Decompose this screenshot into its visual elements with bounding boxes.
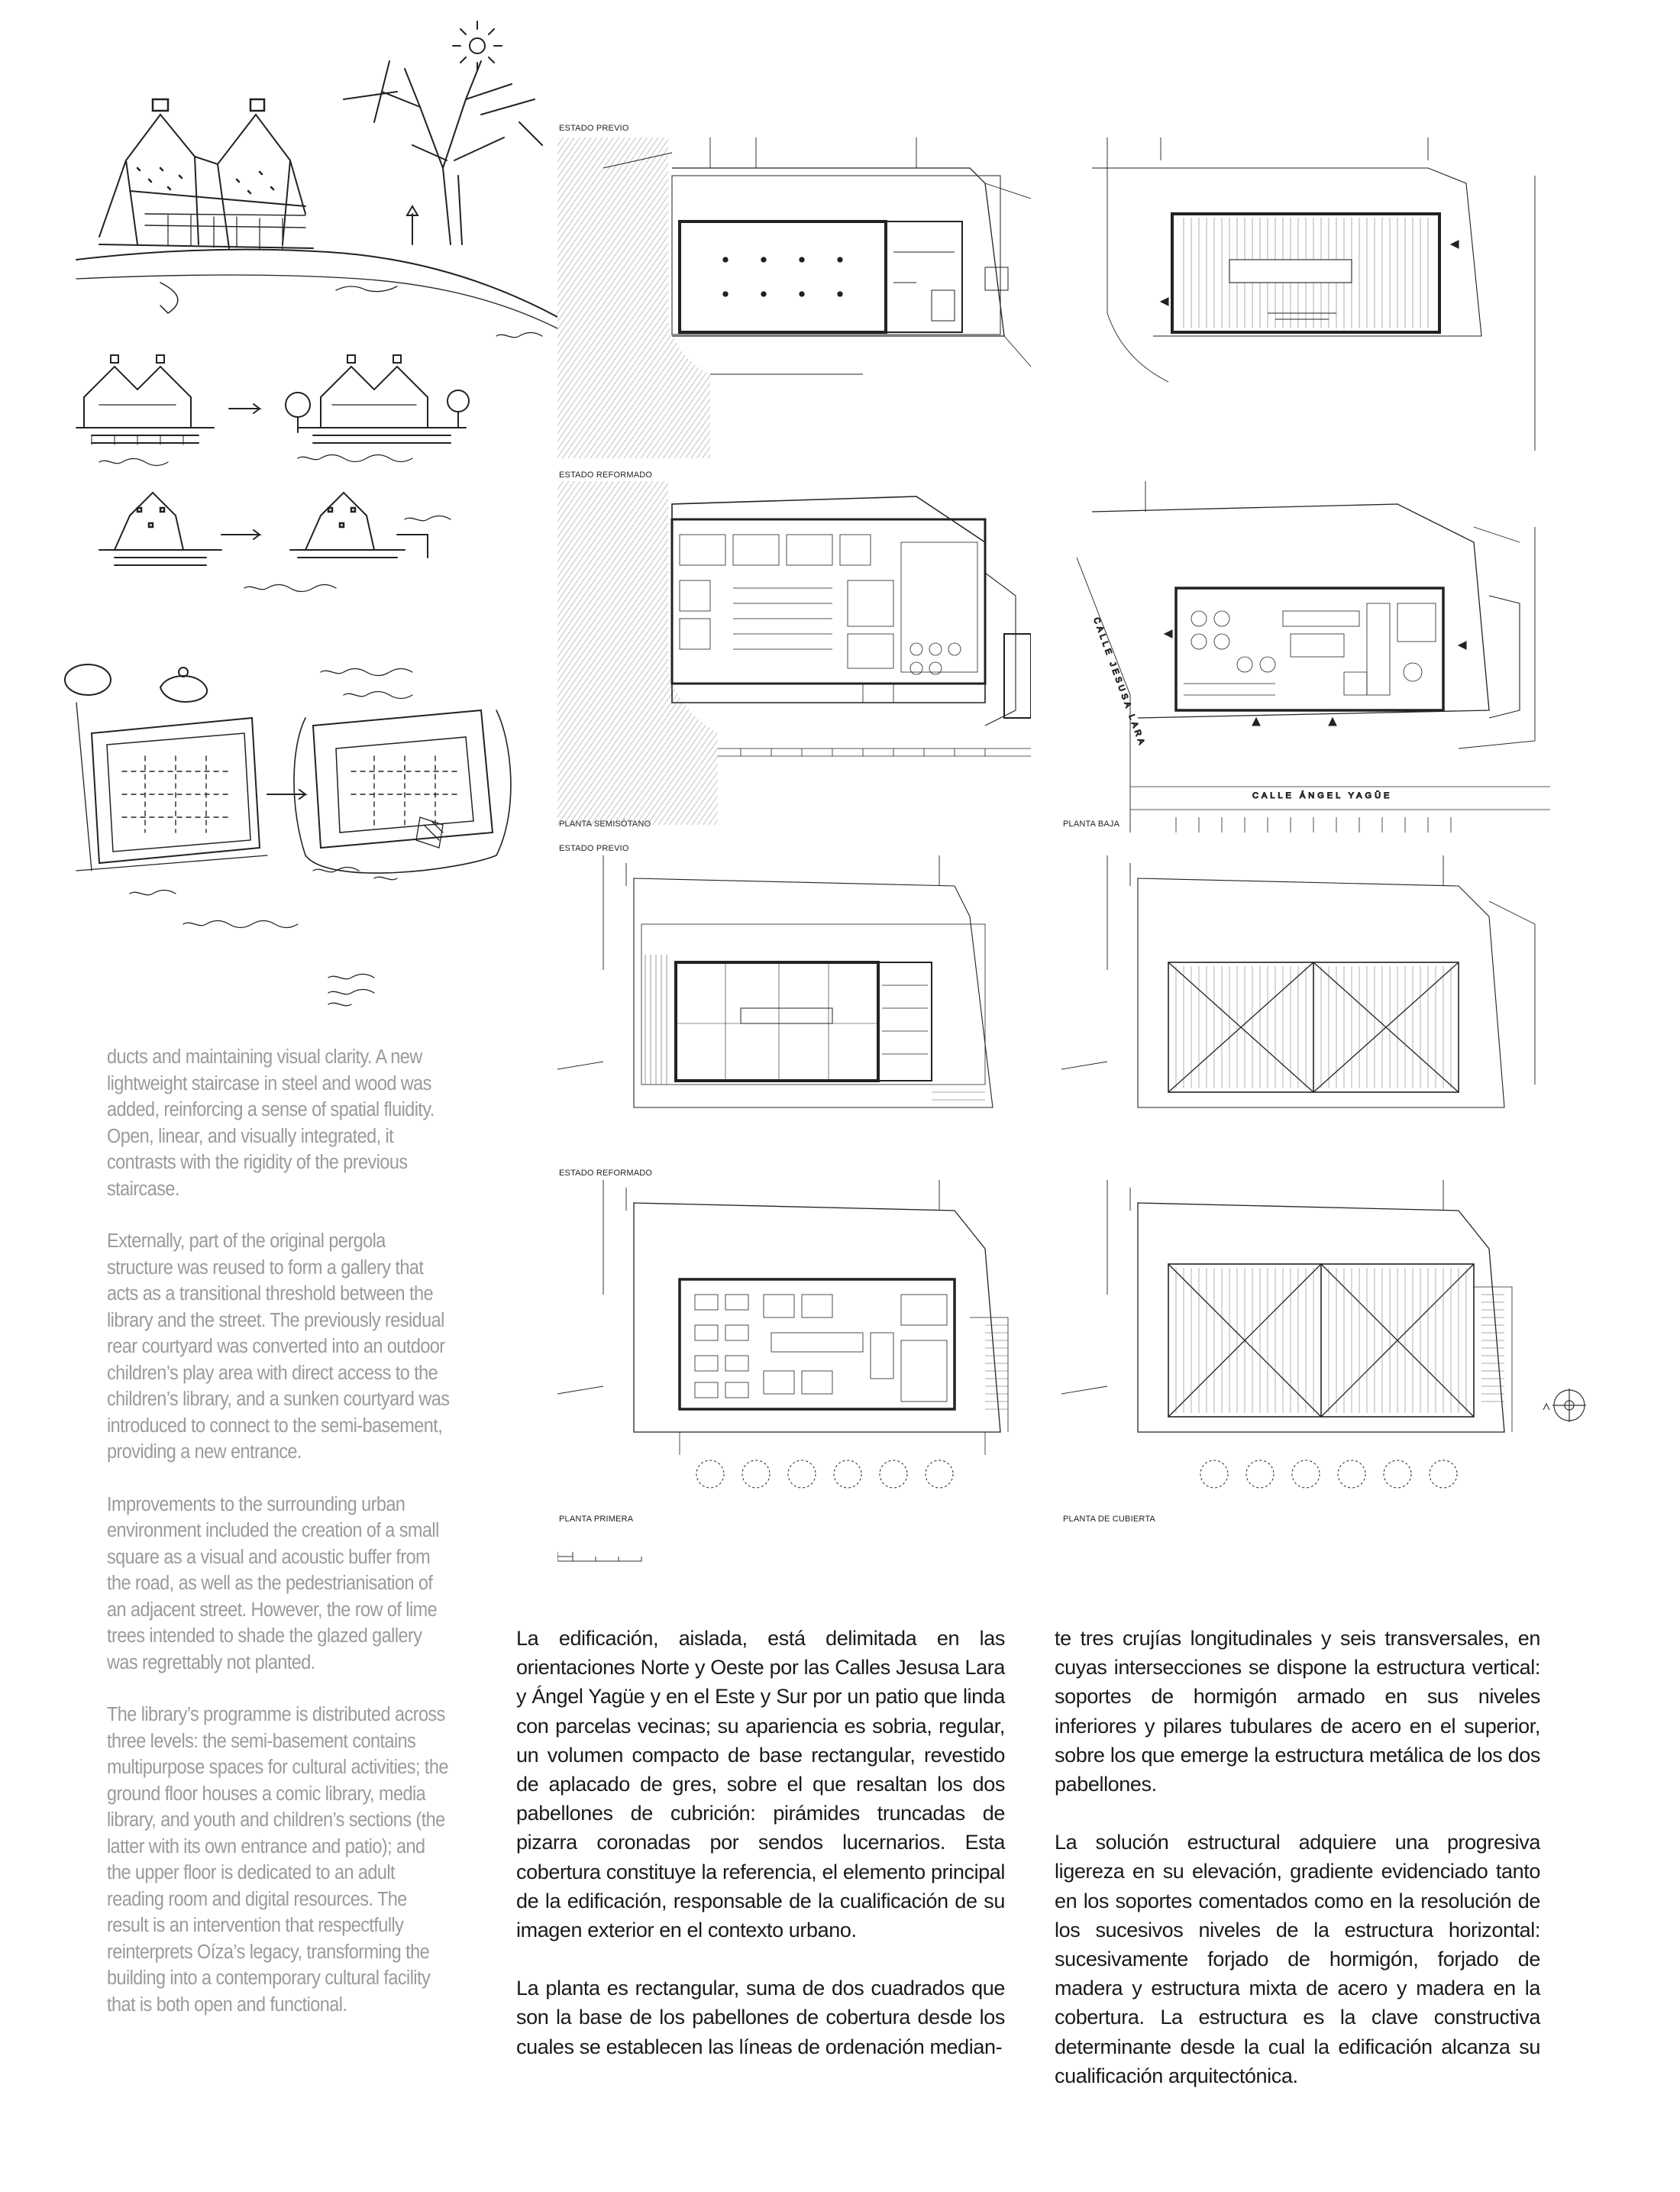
section-sketches — [69, 321, 565, 611]
street-label-angel-yague: CALLE ÁNGEL YAGÜE — [1252, 791, 1393, 800]
main-paragraph: La edificación, aislada, está delimitada en las orientaciones Norte y Oeste por las Calles Jesusa Lara y Ángel Yagüe y en el Este y Sur por un patio que linda con parcelas vecinas; su apariencia es sobria, regular, un volumen compacto de base rectangular, revestido de aplacado de gres, sobre el que resaltan los dos pabellones de cubrición: pirámides truncadas de pizarra coronadas por sendos lucernarios. Esta cobertura constituye la referencia, el elemento principal de la edificación, responsable de la cualificación de su imagen exterior en el contexto urbano. — [516, 1627, 1005, 1942]
label-planta-baja: PLANTA BAJA — [1063, 820, 1120, 829]
north-arrow-icon — [1539, 1382, 1592, 1428]
plan-cubierta-previo — [1061, 855, 1550, 1161]
sidebar-paragraph: Externally, part of the original pergola structure was reused to form a gallery that acts as a transitional threshold between the library and the street. The previously residual rear courtyard was converted into an outdoor children’s play area with direct access to the children’s library, and a sunken courtyard was introduced to connect to the semi-basement, providing a new entrance. — [107, 1230, 450, 1463]
plan-sketches — [53, 642, 542, 1008]
main-text-column-2 — [1055, 1624, 1540, 2119]
plan-semisotano-previo — [557, 137, 1031, 458]
sidebar-text — [107, 1044, 451, 2044]
label-estado-reformado: ESTADO REFORMADO — [559, 1169, 653, 1178]
perspective-sketch — [53, 15, 557, 336]
main-paragraph: te tres crujías longitudinales y seis transversales, en cuyas intersecciones se dispone la estructura vertical: soportes de hormigón armado en sus niveles inferiores y pilares tubulares de acero en el superior, sobre los que emerge la estructura metálica de los dos pabellones. — [1055, 1627, 1540, 1796]
sidebar-paragraph: The library’s programme is distributed across three levels: the semi-basement contains multipurpose spaces for cultural activities; the ground floor houses a comic library, media library, and youth and children’s sections (the latter with its own entrance and patio); and the upper floor is dedicated to an adult reading room and digital resources. The result is an intervention that respectfully reinterprets Oíza’s legacy, transforming the building into a contemporary cultural facility that is both open and functional. — [107, 1704, 448, 2016]
plan-semisotano-reformado — [557, 481, 1031, 825]
main-paragraph: La solución estructural adquiere una progresiva ligereza en su elevación, gradiente evidenciado tanto en los soportes comentados como en la resolución de los sucesivos niveles de la estructura horizontal: sucesivamente forjado de hormigón, forjado de madera y estructura mixta de acero y madera en la cobertura. La estructura es la clave constructiva determinante desde la cual la edificación alcanza su cualificación arquitectónica. — [1055, 1831, 1540, 2087]
plan-primera-reformado — [557, 1180, 1031, 1508]
label-estado-previo: ESTADO PREVIO — [559, 844, 629, 853]
scale-bar — [557, 1550, 649, 1563]
main-paragraph: La planta es rectangular, suma de dos cuadrados que son la base de los pabellones de cobertura desde los cuales se establecen las líneas de ordenación median- — [516, 1977, 1005, 2058]
label-estado-reformado: ESTADO REFORMADO — [559, 470, 653, 480]
plan-baja-reformado — [1061, 481, 1550, 840]
label-planta-primera: PLANTA PRIMERA — [559, 1515, 634, 1524]
street-label-jesusa-lara: CALLE JESUSA LARA — [1091, 616, 1147, 749]
sidebar-paragraph: Improvements to the surrounding urban environment included the creation of a small square as a visual and acoustic buffer from the road, as well as the pedestrianisation of an adjacent street. However, the row of lime trees intended to shade the glazed gallery was regrettably not planted. — [107, 1493, 439, 1673]
plan-primera-previo — [557, 855, 1031, 1161]
label-estado-previo: ESTADO PREVIO — [559, 124, 629, 133]
plan-baja-previo — [1061, 137, 1550, 458]
main-text-column-1 — [516, 1624, 1005, 2090]
label-planta-cubierta: PLANTA DE CUBIERTA — [1063, 1515, 1155, 1524]
sidebar-paragraph: ducts and maintaining visual clarity. A new lightweight staircase in steel and wood was added, reinforcing a sense of spatial fluidity. Open, linear, and visually integrated, it contrasts with the rigidity of the previous staircase. — [107, 1046, 435, 1200]
plan-cubierta-reformado — [1061, 1180, 1550, 1508]
